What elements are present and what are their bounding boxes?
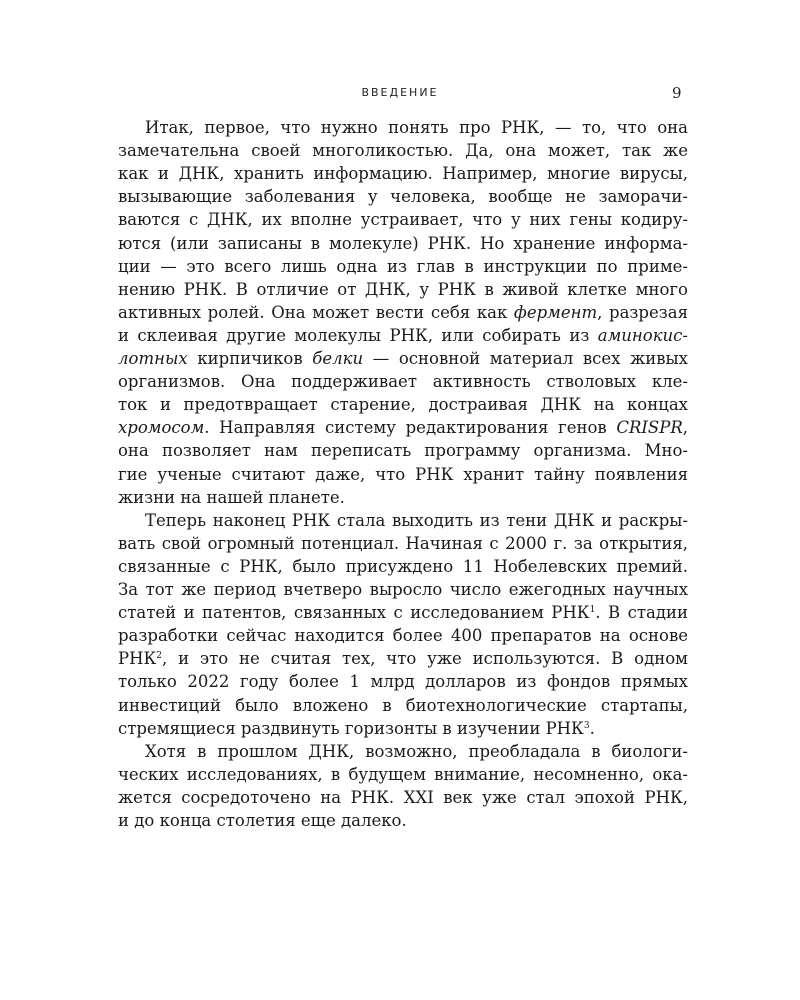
text-run: ваются с ДНК, их вполне устраивает, что у них гены кодиру- bbox=[118, 210, 688, 230]
text-run: ции — это всего лишь одна из глав в инструкции по приме- bbox=[118, 256, 688, 276]
italic-term: фермент bbox=[513, 302, 598, 322]
text-line bbox=[145, 741, 688, 763]
text-line bbox=[118, 348, 688, 370]
text-line bbox=[118, 556, 688, 578]
text-run: нению РНК. В отличие от ДНК, у РНК в живой клетке много bbox=[118, 279, 688, 299]
text-run: вать свой огромный потенциал. Начиная с 2000 г. за открытия, bbox=[118, 533, 688, 553]
text-run: , разрезая bbox=[597, 302, 688, 322]
text-run: активных ролей. Она может вести себя как bbox=[118, 302, 514, 322]
text-line bbox=[118, 487, 688, 509]
text-run: стремящиеся раздвинуть горизонты в изучении РНК bbox=[118, 718, 584, 738]
text-line bbox=[118, 464, 688, 486]
italic-term: хромосом bbox=[118, 418, 205, 438]
text-run: Итак, первое, что нужно понять про РНК, — то, что она bbox=[145, 118, 688, 137]
text-line bbox=[118, 648, 688, 670]
text-run: организмов. Она поддерживает активность стволовых кле- bbox=[118, 372, 688, 392]
text-line bbox=[118, 440, 688, 462]
text-line bbox=[118, 764, 688, 786]
text-run: она позволяет нам переписать программу организма. Мно- bbox=[118, 441, 688, 461]
text-run: только 2022 году более 1 млрд долларов из фондов прямых bbox=[118, 672, 688, 692]
text-run: разработки сейчас находится более 400 препаратов на основе bbox=[118, 626, 688, 646]
text-run: . В стадии bbox=[595, 603, 688, 623]
text-line bbox=[118, 233, 688, 255]
text-run: связанные с РНК, было присуждено 11 Нобелевских премий. bbox=[118, 556, 688, 576]
text-line bbox=[118, 671, 688, 693]
text-run: . Направляя систему редактирования генов bbox=[204, 418, 617, 438]
italic-term: аминокис- bbox=[597, 325, 688, 345]
text-line bbox=[118, 209, 688, 231]
text-line bbox=[118, 325, 688, 347]
text-run: и склеивая другие молекулы РНК, или собирать из bbox=[118, 325, 598, 345]
text-line bbox=[118, 602, 688, 624]
text-run: , и это не считая тех, что уже используются. В одном bbox=[162, 649, 688, 669]
text-line bbox=[118, 163, 688, 185]
text-line bbox=[118, 371, 688, 393]
text-run: ются (или записаны в молекуле) РНК. Но хранение информа- bbox=[118, 233, 688, 253]
footnote-ref: 3 bbox=[583, 720, 590, 731]
text-line bbox=[118, 186, 688, 208]
text-line bbox=[118, 625, 688, 647]
text-line bbox=[118, 302, 688, 324]
text-run: Теперь наконец РНК стала выходить из тени ДНК и раскры- bbox=[145, 510, 688, 530]
page-number: 9 bbox=[672, 84, 682, 102]
footnote-ref: 1 bbox=[589, 605, 596, 616]
text-run: РНК bbox=[118, 649, 157, 669]
text-line bbox=[118, 140, 688, 162]
text-line bbox=[118, 256, 688, 278]
text-line bbox=[118, 533, 688, 555]
italic-term: белки bbox=[312, 349, 364, 368]
text-line bbox=[118, 718, 688, 740]
text-line bbox=[118, 394, 688, 416]
text-run: вызывающие заболевания у человека, вообще не заморачи- bbox=[118, 187, 688, 207]
text-run: кирпичиков bbox=[187, 349, 313, 368]
text-line bbox=[145, 117, 688, 139]
text-run: Хотя в прошлом ДНК, возможно, преобладала в биологи- bbox=[145, 741, 688, 761]
text-line bbox=[118, 787, 688, 809]
text-run: жется сосредоточено на РНК. XXI век уже стал эпохой РНК, bbox=[118, 787, 688, 807]
text-run: статей и патентов, связанных с исследованием РНК bbox=[118, 603, 590, 623]
text-run: , bbox=[682, 418, 688, 438]
text-run: жизни на нашей планете. bbox=[118, 487, 345, 507]
text-run: За тот же период вчетверо выросло число ежегодных научных bbox=[118, 580, 688, 599]
text-line bbox=[118, 579, 688, 601]
text-run: инвестиций было вложено в биотехнологические стартапы, bbox=[118, 695, 688, 715]
text-run: ческих исследованиях, в будущем внимание, несомненно, ока- bbox=[118, 764, 688, 784]
text-line bbox=[118, 417, 688, 439]
text-run: ток и предотвращает старение, достраивая ДНК на концах bbox=[118, 395, 688, 415]
italic-term: лотных bbox=[118, 349, 188, 368]
text-run: . bbox=[589, 718, 595, 738]
text-run: как и ДНК, хранить информацию. Например, многие вирусы, bbox=[118, 164, 688, 184]
running-header-title: ВВЕДЕНИЕ bbox=[361, 86, 439, 99]
footnote-ref: 2 bbox=[156, 651, 162, 662]
text-line bbox=[118, 279, 688, 301]
text-run: и до конца столетия еще далеко. bbox=[118, 811, 407, 830]
text-run: замечательна своей многоликостью. Да, она может, так же bbox=[118, 141, 688, 161]
italic-term: CRISPR bbox=[616, 418, 683, 438]
text-line bbox=[118, 695, 688, 717]
text-run: — основной материал всех живых bbox=[363, 349, 688, 368]
text-line bbox=[145, 510, 688, 532]
text-run: гие ученые считают даже, что РНК хранит тайну появления bbox=[118, 464, 688, 484]
text-line bbox=[118, 810, 688, 832]
